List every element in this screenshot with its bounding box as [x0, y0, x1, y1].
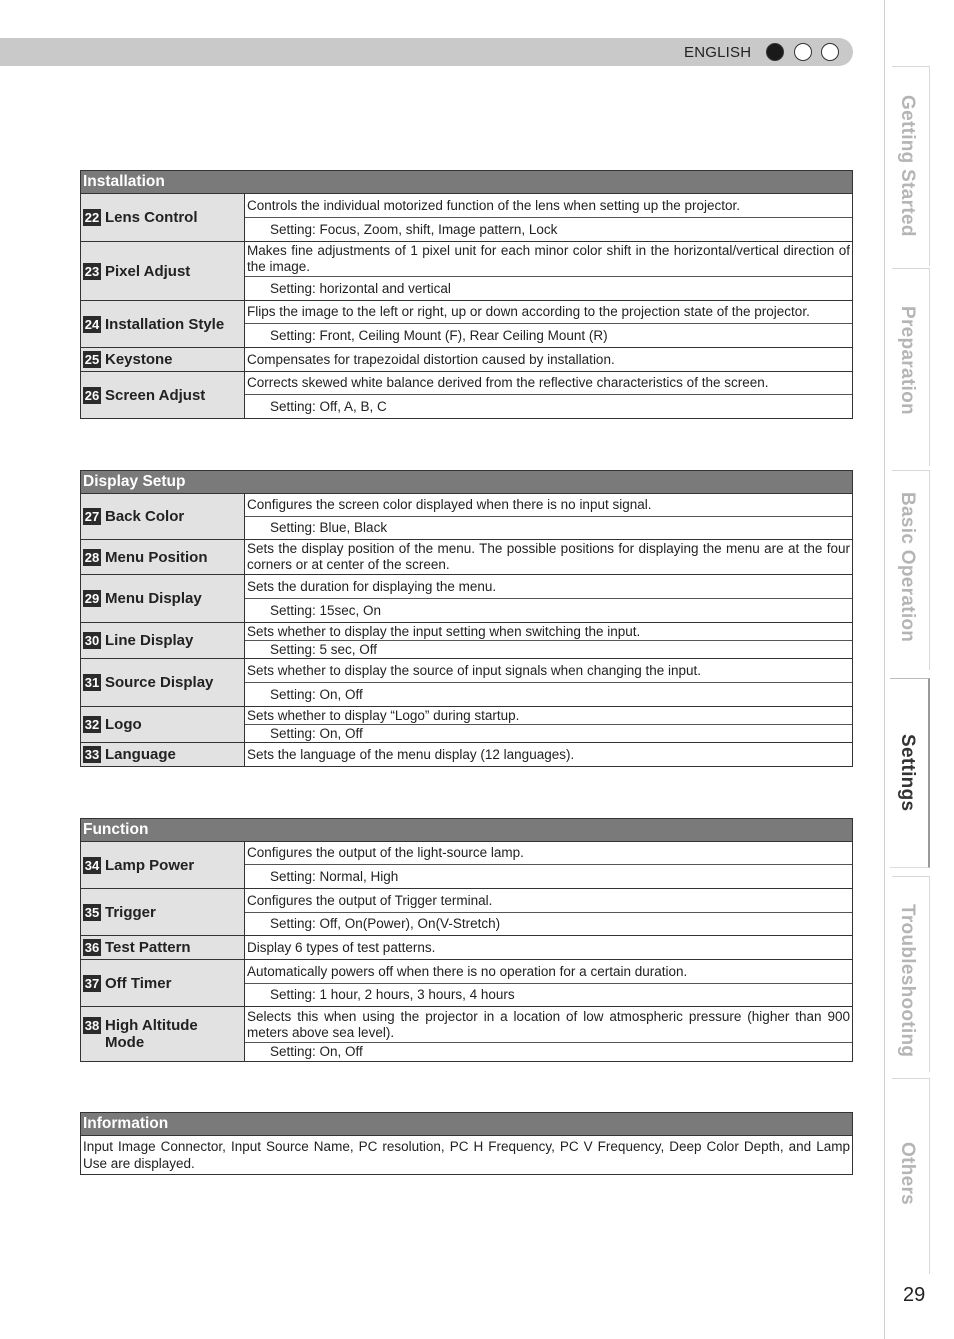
table-row	[81, 372, 852, 418]
item-description: Sets whether to display the input setting when switching the input.	[245, 623, 852, 641]
item-name: 33 Language	[81, 743, 245, 766]
progress-dot-empty	[794, 43, 812, 61]
item-name: 29 Menu Display	[81, 575, 245, 622]
item-name: 37 Off Timer	[81, 960, 245, 1006]
item-description: Sets whether to display “Logo” during startup.	[245, 707, 852, 725]
item-description: Corrects skewed white balance derived from the reflective characteristics of the screen.	[245, 372, 852, 395]
table-row	[81, 960, 852, 1007]
tab-label-getting-started: Getting Started	[897, 95, 918, 237]
item-description: Makes fine adjustments of 1 pixel unit for each minor color shift in the horizontal/vertical direction of the image.	[245, 242, 852, 277]
item-description: Flips the image to the left or right, up or down according to the projection state of the projector.	[245, 301, 852, 324]
item-name: 34 Lamp Power	[81, 842, 245, 888]
item-setting: Setting: Focus, Zoom, shift, Image pattern, Lock	[270, 221, 558, 237]
item-setting: Setting: 5 sec, Off	[270, 641, 378, 657]
item-name: 25 Keystone	[81, 348, 245, 371]
table-row	[81, 842, 852, 889]
function-table	[80, 818, 853, 1062]
table-row	[81, 242, 852, 301]
item-setting: Setting: Off, On(Power), On(V-Stretch)	[270, 916, 501, 931]
item-description: Sets whether to display the source of input signals when changing the input.	[245, 659, 852, 683]
item-description: Sets the display position of the menu. The possible positions for displaying the menu are at the four corners or at center of the screen.	[247, 541, 850, 572]
table-row	[81, 936, 852, 960]
item-setting: Setting: On, Off	[270, 725, 363, 741]
item-description: Configures the output of the light-source lamp.	[245, 842, 852, 865]
item-name: 31 Source Display	[81, 659, 245, 706]
tab-label-settings: Settings	[897, 734, 918, 812]
item-setting: Setting: Blue, Black	[270, 520, 388, 535]
item-name: 24 Installation Style	[81, 301, 245, 347]
item-description: Automatically powers off when there is no operation for a certain duration.	[245, 960, 852, 984]
item-name: 35 Trigger	[81, 889, 245, 935]
item-name: 38 High Altitude Mode	[81, 1007, 245, 1061]
item-name: 26 Screen Adjust	[81, 372, 245, 418]
table-row	[81, 540, 852, 575]
item-name: 27 Back Color	[81, 494, 245, 539]
table-row	[81, 301, 852, 348]
item-description: Sets the duration for displaying the menu.	[245, 575, 852, 599]
progress-dot-empty	[821, 43, 839, 61]
display-setup-table	[80, 470, 853, 767]
item-description: Display 6 types of test patterns.	[247, 939, 436, 955]
table-row	[81, 348, 852, 372]
section-title: Information	[81, 1113, 852, 1136]
tab-label-preparation: Preparation	[897, 306, 918, 415]
item-description: Selects this when using the projector in a location of low atmospheric pressure (higher than 900 meters above sea level).	[245, 1007, 852, 1043]
page-number: 29	[903, 1284, 926, 1306]
item-description: Sets the language of the menu display (12 languages).	[247, 746, 575, 762]
language-label: ENGLISH	[684, 44, 752, 61]
tab-label-basic-operation: Basic Operation	[897, 492, 918, 643]
item-setting: Setting: Front, Ceiling Mount (F), Rear Ceiling Mount (R)	[270, 327, 608, 343]
item-setting: Setting: Off, A, B, C	[270, 398, 387, 414]
item-name: 28 Menu Position	[81, 540, 245, 574]
item-setting: Setting: 1 hour, 2 hours, 3 hours, 4 hours	[270, 987, 515, 1002]
item-setting: Setting: On, Off	[270, 686, 363, 702]
table-row	[81, 194, 852, 242]
item-name: 36 Test Pattern	[81, 936, 245, 959]
section-title: Function	[81, 819, 852, 842]
information-body: Input Image Connector, Input Source Name, PC resolution, PC H Frequency, PC V Frequency, Deep Color Depth, and Lamp Use are displayed.	[83, 1139, 850, 1171]
item-name: 30 Line Display	[81, 623, 245, 658]
table-row	[81, 494, 852, 540]
item-setting: Setting: Normal, High	[270, 868, 399, 884]
item-description: Compensates for trapezoidal distortion caused by installation.	[247, 351, 615, 367]
table-row	[81, 659, 852, 707]
table-row	[81, 575, 852, 623]
item-setting: Setting: On, Off	[270, 1044, 363, 1059]
item-setting: Setting: horizontal and vertical	[270, 280, 451, 296]
information-table	[80, 1112, 853, 1175]
table-row	[81, 623, 852, 659]
item-description: Controls the individual motorized function of the lens when setting up the projector.	[245, 194, 852, 218]
item-setting: Setting: 15sec, On	[270, 602, 382, 618]
item-name: 32 Logo	[81, 707, 245, 742]
installation-table	[80, 170, 853, 419]
table-row	[81, 743, 852, 766]
section-title: Display Setup	[81, 471, 852, 494]
table-row	[81, 707, 852, 743]
progress-dot-filled	[766, 43, 784, 61]
item-description: Configures the screen color displayed when there is no input signal.	[245, 494, 852, 517]
section-title: Installation	[81, 171, 852, 194]
table-row	[81, 1007, 852, 1061]
item-name: 23 Pixel Adjust	[81, 242, 245, 300]
tab-label-troubleshooting: Troubleshooting	[897, 904, 918, 1058]
item-description: Configures the output of Trigger terminal.	[245, 889, 852, 913]
item-name: 22 Lens Control	[81, 194, 245, 241]
table-row	[81, 889, 852, 936]
tab-label-others: Others	[897, 1142, 918, 1206]
